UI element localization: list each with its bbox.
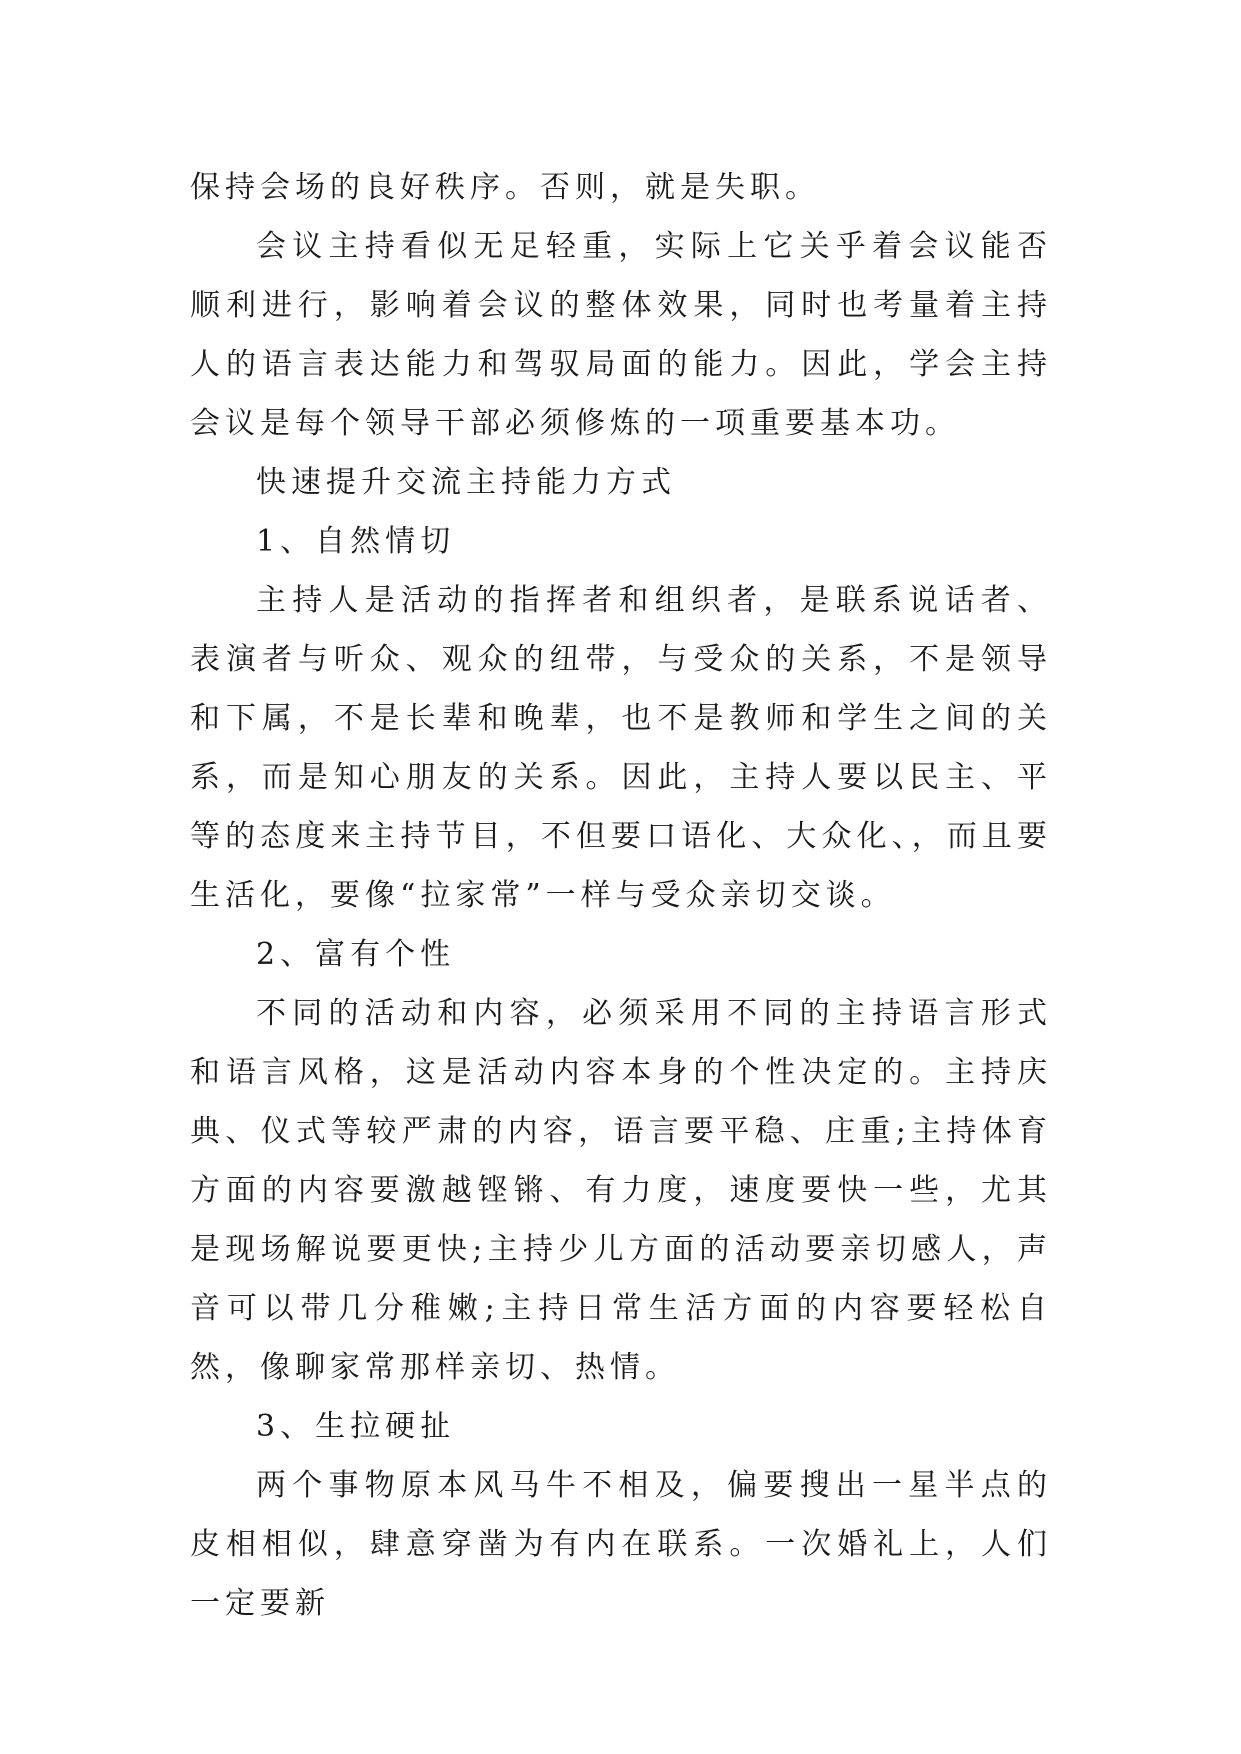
subheading-3: 3、生拉硬扯 bbox=[256, 1409, 456, 1444]
paragraph-meeting-hosting: 会议主持看似无足轻重，实际上它关乎着会议能否顺利进行，影响着会议的整体效果，同时也考量着主持人的语言表达能力和驾驭局面的能力。因此，学会主持会议是每个领导干部必须修炼的一项重要基本功。 bbox=[190, 229, 1052, 441]
subheading-2: 2、富有个性 bbox=[256, 937, 456, 972]
paragraph-continued: 保持会场的良好秩序。否则，就是失职。 bbox=[190, 170, 820, 205]
paragraph-host-role: 主持人是活动的指挥者和组织者，是联系说话者、表演者与听众、观众的纽带，与受众的关系，不是领导和下属，不是长辈和晚辈，也不是教师和学生之间的关系，而是知心朋友的关系。因此，主持人要以民主、平等的态度来主持节目，不但要口语化、大众化、，而且要生活化，要像“拉家常”一样与受众亲切交谈。 bbox=[190, 583, 1052, 913]
paragraph-personality: 不同的活动和内容，必须采用不同的主持语言形式和语言风格，这是活动内容本身的个性决定的。主持庆典、仪式等较严肃的内容，语言要平稳、庄重;主持体育方面的内容要激越铿锵、有力度，速度要快一些，尤其是现场解说要更快;主持少儿方面的活动要亲切感人，声音可以带几分稚嫩;主持日常生活方面的内容要轻松自然，像聊家常那样亲切、热情。 bbox=[190, 996, 1052, 1385]
section-heading: 快速提升交流主持能力方式 bbox=[256, 465, 676, 500]
subheading-1: 1、自然情切 bbox=[256, 524, 456, 559]
paragraph-far-fetched: 两个事物原本风马牛不相及，偏要搜出一星半点的皮相相似，肆意穿凿为有内在联系。一次婚礼上，人们一定要新 bbox=[190, 1468, 1052, 1621]
document-body bbox=[190, 158, 1052, 1633]
